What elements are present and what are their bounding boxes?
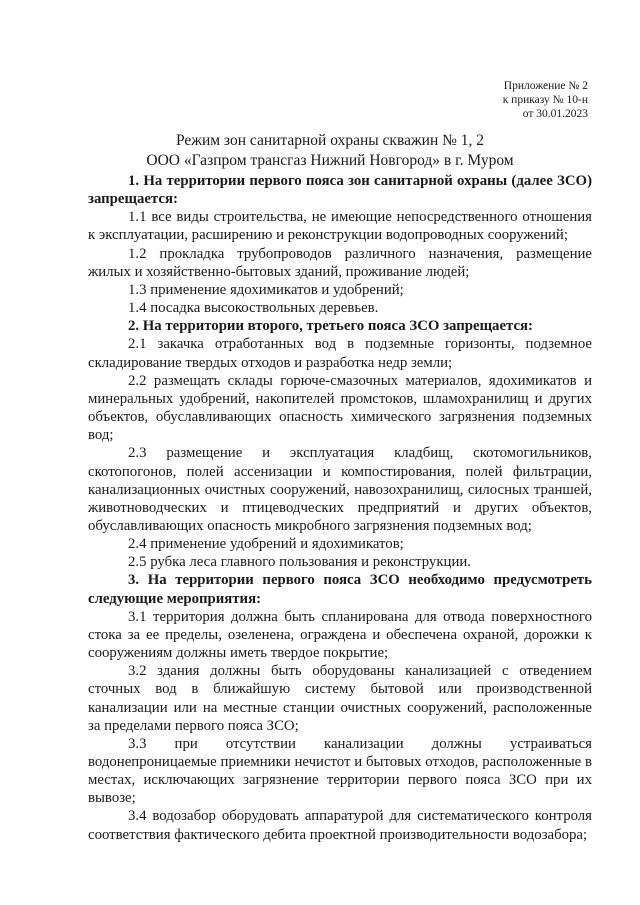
paragraph-3-1: 3.1 территория должна быть спланирована для отвода поверхностного стока за ее пределы, озеленена, ограждена и обеспечена охраной, дорожки к сооружениям должны иметь твердое покрытие; [88,608,592,662]
paragraph-1-2: 1.2 прокладка трубопроводов различного назначения, размещение жилых и хозяйственно-бытовых зданий, проживание людей; [88,245,592,280]
order-reference: к приказу № 10-н [502,94,588,106]
document-body [88,172,592,844]
paragraph-1-1: 1.1 все виды строительства, не имеющие непосредственного отношения к эксплуатации, расширению и реконструкции водопроводных сооружений; [88,209,592,244]
order-date: от 30.01.2023 [522,108,588,120]
paragraph-1-4: 1.4 посадка высокоствольных деревьев. [128,300,379,317]
paragraph-3-3: 3.3 при отсутствии канализации должны устраиваться водонепроницаемые приемники нечистот и бытовых отходов, расположенные в местах, исключающих загрязнение территории первого пояса ЗСО при их вывозе; [88,735,592,807]
paragraph-1-3: 1.3 применение ядохимикатов и удобрений; [128,281,404,298]
paragraph-2-2: 2.2 размещать склады горюче-смазочных материалов, ядохимикатов и минеральных удобрений, накопителей промстоков, шламохранилищ и других объектов, обуславливающих опасность химического загрязнения подземных вод; [88,372,592,444]
section-heading-2: 2. На территории второго, третьего пояса ЗСО запрещается: [128,318,533,335]
document-title [90,131,570,171]
section-heading-3: 3. На территории первого пояса ЗСО необходимо предусмотреть следующие мероприятия: [88,572,592,607]
paragraph-2-1: 2.1 закачка отработанных вод в подземные горизонты, подземное складирование твердых отходов и разработка недр земли; [88,336,592,371]
title-line-1: Режим зон санитарной охраны скважин № 1, 2 [175,132,485,149]
paragraph-2-3: 2.3 размещение и эксплуатация кладбищ, скотомогильников, скотопогонов, полей ассенизации и компостирования, полей фильтрации, канализационных очистных сооружений, навозохранилищ, силосных траншей, животноводческих и птицеводческих предприятий и других объектов, обуславливающих опасность микробного загрязнения подземных вод; [88,445,592,534]
title-line-2: ООО «Газпром трансгаз Нижний Новгород» в г. Муром [146,152,514,169]
paragraph-2-4: 2.4 применение удобрений и ядохимикатов; [128,536,404,553]
paragraph-3-4: 3.4 водозабор оборудовать аппаратурой для систематического контроля соответствия фактического дебита проектной производительности водозабора; [88,808,592,843]
section-heading-1: 1. На территории первого пояса зон санитарной охраны (далее ЗСО) запрещается: [88,173,592,208]
appendix-reference [503,79,588,121]
paragraph-3-2: 3.2 здания должны быть оборудованы канализацией с отведением сточных вод в ближайшую систему бытовой или производственной канализации или на местные станции очистных сооружений, расположенные за пределами первого пояса ЗСО; [88,663,592,734]
appendix-number: Приложение № 2 [503,80,588,92]
paragraph-2-5: 2.5 рубка леса главного пользования и реконструкции. [128,554,471,571]
